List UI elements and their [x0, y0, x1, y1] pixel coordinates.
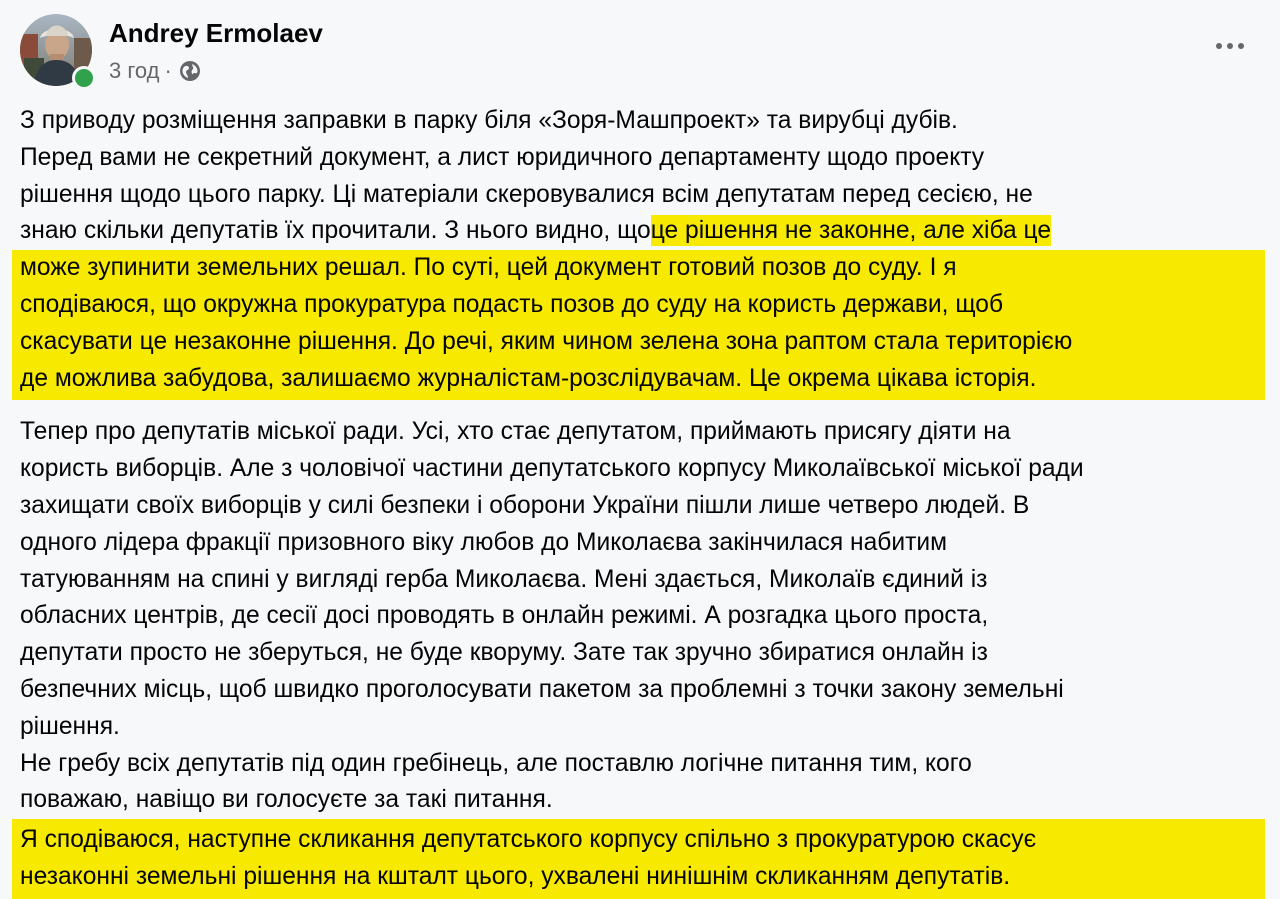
text-line: Перед вами не секретний документ, а лист юридичного департаменту щодо проекту	[20, 143, 985, 171]
text-line: обласних центрів, де сесії досі проводять в онлайн режимі. А розгадка цього проста,	[20, 602, 989, 630]
highlighted-text: це рішення не законне, але хіба це	[650, 217, 1051, 245]
text-line	[20, 213, 1268, 250]
text-line: рішення.	[20, 712, 120, 740]
more-horizontal-icon	[1227, 43, 1233, 49]
highlighted-text-line: сподіваюся, що окружна прокуратура подасть позов до суду на користь держави, щоб	[12, 287, 1265, 324]
highlighted-text-line: Я сподіваюся, наступне скликання депутатського корпусу спільно з прокуратурою скасує	[12, 819, 1265, 859]
text-line: Тепер про депутатів міської ради. Усі, хто стає депутатом, приймають присягу діяти на	[20, 418, 1011, 446]
author-name[interactable]: Andrey Ermolaev	[109, 18, 323, 48]
text-line: одного лідера фракції призовного віку любов до Миколаєва закінчилася набитим	[20, 528, 948, 556]
post-header	[20, 14, 1260, 92]
post-timestamp[interactable]: 3 год	[109, 58, 160, 83]
text-line: Не гребу всіх депутатів під один гребінець, але поставлю логічне питання тим, кого	[20, 749, 972, 777]
text-line: захищати своїх виборців у силі безпеки і оборони України пішли лише четверо людей. В	[20, 491, 1030, 519]
post-meta	[109, 56, 201, 86]
globe-icon[interactable]	[179, 60, 201, 82]
online-status-indicator	[72, 66, 96, 90]
paragraph-2	[20, 414, 1268, 898]
text-line: татуюванням на спині у вигляді герба Миколаєва. Мені здається, Миколаїв єдиний із	[20, 565, 988, 593]
highlighted-text-line: скасувати це незаконне рішення. До речі, яким чином зелена зона раптом стала територією	[12, 324, 1265, 361]
paragraph-1	[20, 103, 1268, 400]
text-line: З приводу розміщення заправки в парку біля «Зоря-Машпроект» та вирубці дубів.	[20, 107, 958, 134]
text-line: користь виборців. Але з чоловічої частини депутатського корпусу Миколаївської міської ради	[20, 455, 1084, 483]
text-segment: знаю скільки депутатів їх прочитали. З нього видно, що	[20, 217, 651, 245]
more-horizontal-icon	[1216, 43, 1222, 49]
highlighted-text-line: де можлива забудова, залишаємо журналістам-розслідувачам. Це окрема цікава історія.	[12, 361, 1265, 401]
text-line: депутати просто не зберуться, не буде кворуму. Зате так зручно збиратися онлайн із	[20, 639, 988, 667]
text-line: поважаю, навіщо ви голосуєте за такі питання.	[20, 786, 553, 814]
more-options-button[interactable]	[1210, 32, 1250, 60]
meta-separator: ·	[164, 58, 172, 83]
post-text	[20, 103, 1268, 899]
highlighted-text-line: може зупинити земельних решал. По суті, цей документ готовий позов до суду. І я	[12, 250, 1265, 287]
text-line: безпечних місць, щоб швидко проголосувати пакетом за проблемні з точки закону земельні	[20, 675, 1064, 703]
text-line: рішення щодо цього парку. Ці матеріали скеровувалися всім депутатам перед сесією, не	[20, 180, 1033, 208]
highlighted-text-line: незаконні земельні рішення на кшталт цього, ухвалені нинішнім скликанням депутатів.	[12, 859, 1265, 899]
more-horizontal-icon	[1238, 43, 1244, 49]
